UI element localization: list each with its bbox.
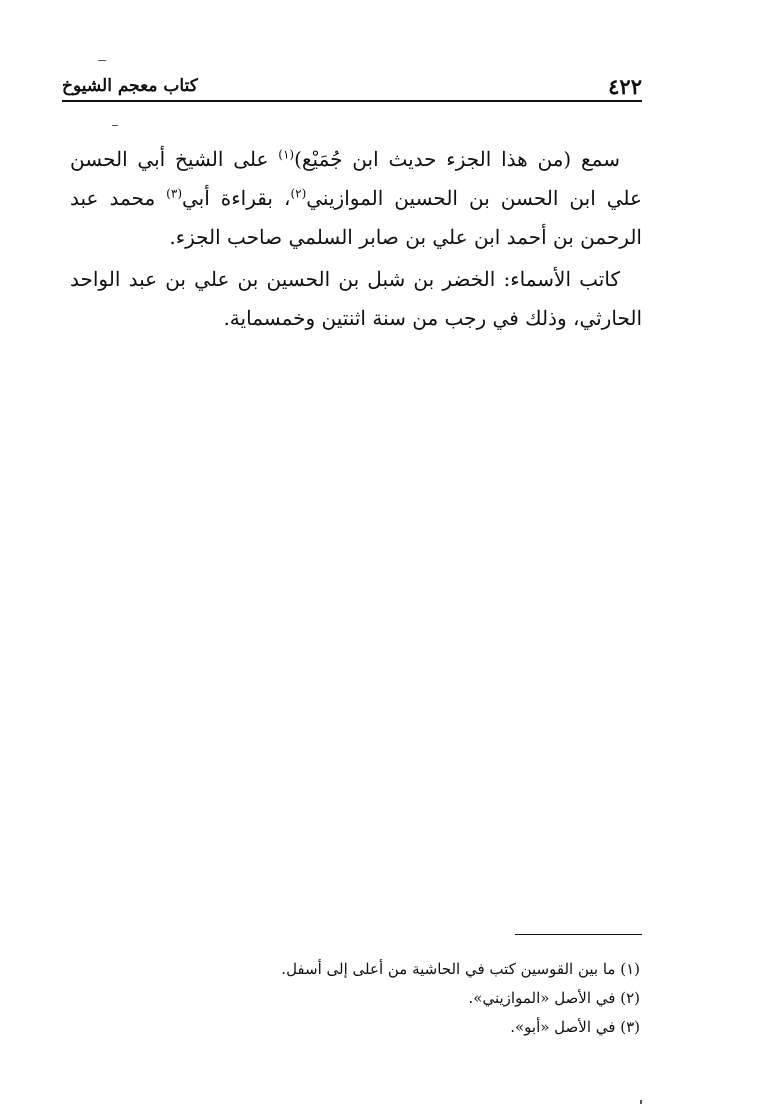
footnote-2: (٢) في الأصل «الموازيني». <box>468 989 640 1007</box>
footnote-separator <box>515 934 642 935</box>
footnote-reference: (١) <box>278 147 295 162</box>
paragraph-text: ، بقراءة أبي <box>182 186 291 210</box>
main-text <box>70 140 642 338</box>
footnote-reference: (٣) <box>166 186 182 201</box>
paragraph-text: على الشيخ أبي الحسن علي ابن الحسن بن الحسين الموازيني <box>70 147 642 210</box>
header-rule <box>62 100 642 102</box>
running-title: كتاب معجم الشيوخ <box>62 76 198 96</box>
scan-speck <box>98 60 106 61</box>
paragraph-hearing-record <box>70 140 642 257</box>
footnote-reference: (٢) <box>290 186 307 201</box>
paragraph-text: محمد عبد الرحمن بن أحمد ابن علي بن صابر السلمي صاحب الجزء. <box>70 186 642 249</box>
scan-speck <box>640 1100 642 1104</box>
paragraph-scribe: كاتب الأسماء: الخضر بن شبل بن الحسين بن علي بن عبد الواحد الحارثي، وذلك في رجب من سنة اثنتين وخمسماية. <box>70 267 642 330</box>
page-number: ٤٢٢ <box>608 74 642 99</box>
footnote-3: (٣) في الأصل «أبو». <box>510 1018 640 1036</box>
page-header <box>62 72 642 102</box>
footnotes <box>200 955 640 1042</box>
paragraph-text: سمع (من هذا الجزء حديث ابن جُمَيْع) <box>294 147 620 171</box>
footnote-1: (١) ما بين القوسين كتب في الحاشية من أعلى إلى أسفل. <box>281 960 640 978</box>
scan-speck <box>112 125 118 126</box>
